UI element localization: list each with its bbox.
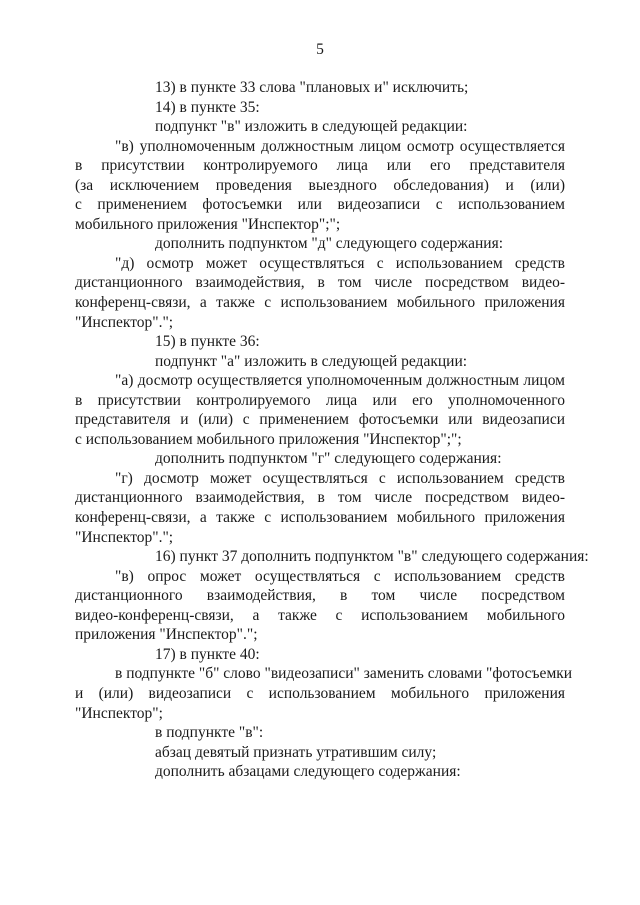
text-line: дополнить абзацами следующего содержания: — [155, 763, 461, 781]
text-line: 14) в пункте 35: — [155, 98, 260, 116]
paragraph — [75, 371, 565, 449]
text-line: 16) пункт 37 дополнить подпунктом "в" следующего содержания: — [155, 548, 589, 566]
paragraph — [75, 254, 565, 332]
text-line: конференц-связи, а также с использованием мобильного приложения — [75, 294, 565, 312]
text-line: "Инспектор"."; — [75, 528, 174, 546]
paragraph — [75, 567, 565, 645]
text-line: "в) уполномоченным должностным лицом осмотр осуществляется — [115, 137, 565, 155]
text-line: с применением фотосъемки или видеозаписи с использованием — [75, 196, 565, 214]
text-line: мобильного приложения "Инспектор";"; — [75, 215, 341, 233]
text-line: дистанционного взаимодействия, в том числе посредством — [75, 587, 565, 605]
text-line: и (или) видеозаписи с использованием мобильного приложения — [75, 684, 565, 702]
paragraph — [75, 137, 565, 235]
paragraph — [75, 234, 565, 254]
text-line: в подпункте "б" слово "видеозаписи" заменить словами "фотосъемки — [115, 665, 573, 683]
paragraph — [75, 469, 565, 547]
paragraph — [75, 723, 565, 743]
text-line: 15) в пункте 36: — [155, 333, 260, 351]
text-line: с использованием мобильного приложения "Инспектор";"; — [75, 430, 462, 448]
text-line: "г) досмотр может осуществляться с использованием средств — [115, 469, 565, 487]
text-line: подпункт "в" изложить в следующей редакции: — [155, 118, 468, 136]
text-line: в подпункте "в": — [155, 724, 264, 742]
text-line: в присутствии контролируемого лица или его уполномоченного — [75, 391, 565, 409]
paragraph — [75, 78, 565, 98]
text-line: дистанционного взаимодействия, в том числе посредством видео- — [75, 274, 565, 292]
text-line: абзац девятый признать утратившим силу; — [155, 743, 437, 761]
text-line: приложения "Инспектор"."; — [75, 626, 258, 644]
text-line: "Инспектор"."; — [75, 313, 174, 331]
text-line: представителя и (или) с применением фотосъемки или видеозаписи — [75, 411, 565, 429]
text-line: "а) досмотр осуществляется уполномоченным должностным лицом — [115, 372, 565, 390]
text-line: "Инспектор"; — [75, 704, 163, 722]
text-line: дополнить подпунктом "г" следующего содержания: — [155, 450, 502, 468]
text-line: 17) в пункте 40: — [155, 645, 260, 663]
text-line: видео-конференц-связи, а также с использованием мобильного — [75, 606, 565, 624]
paragraph — [75, 743, 565, 763]
text-line: дополнить подпунктом "д" следующего содержания: — [155, 235, 504, 253]
paragraph — [75, 547, 589, 567]
text-line: конференц-связи, а также с использованием мобильного приложения — [75, 509, 565, 527]
paragraph — [75, 352, 565, 372]
text-line: в присутствии контролируемого лица или его представителя — [75, 157, 565, 175]
paragraph — [75, 98, 565, 118]
paragraph — [75, 332, 565, 352]
paragraph — [75, 762, 565, 782]
text-line: "д) осмотр может осуществляться с использованием средств — [115, 254, 565, 272]
text-line: дистанционного взаимодействия, в том числе посредством видео- — [75, 489, 565, 507]
paragraph — [75, 664, 573, 723]
text-line: 13) в пункте 33 слова "плановых и" исключить; — [155, 79, 469, 96]
paragraph — [75, 645, 565, 665]
paragraph — [75, 117, 565, 137]
paragraph — [75, 449, 565, 469]
document-body — [75, 78, 589, 782]
page-number: 5 — [316, 41, 324, 58]
text-line: подпункт "а" изложить в следующей редакции: — [155, 352, 468, 370]
text-line: (за исключением проведения выездного обследования) и (или) — [75, 176, 565, 194]
text-line: "в) опрос может осуществляться с использованием средств — [115, 567, 565, 585]
